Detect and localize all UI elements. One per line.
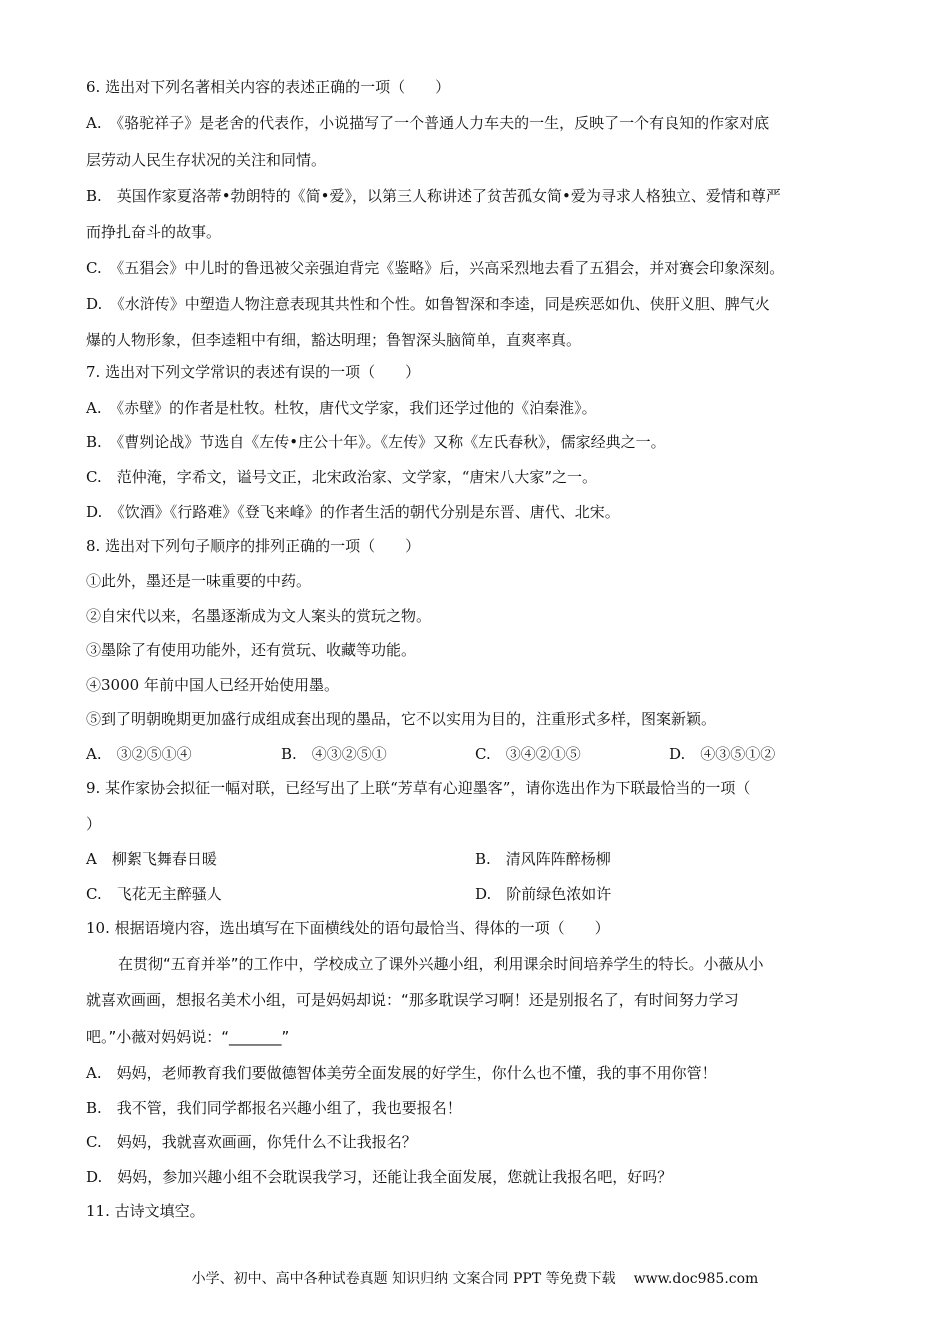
q8-sentence-2: ②自宋代以来，名墨逐渐成为文人案头的赏玩之物。	[86, 607, 432, 625]
q10-option-c: C. 妈妈，我就喜欢画画，你凭什么不让我报名？	[86, 1133, 417, 1151]
q8-option-c: C. ③④②①⑤	[475, 745, 581, 763]
q10-option-d: D. 妈妈，参加兴趣小组不会耽误我学习，还能让我全面发展，您就让我报名吧，好吗？	[86, 1168, 673, 1186]
q7-option-b: B. 《曹刿论战》节选自《左传•庄公十年》。《左传》又称《左氏春秋》，儒家经典之一。	[86, 433, 666, 451]
footer-url-link[interactable]: www.doc985.com	[633, 1271, 759, 1287]
q6-option-b: B. 英国作家夏洛蒂•勃朗特的《简•爱》，以第三人称讲述了贫苦孤女简•爱为寻求人格独立、爱情和尊严	[86, 187, 781, 205]
page-footer	[0, 1268, 950, 1288]
q8-sentence-5: ⑤到了明朝晚期更加盛行成组成套出现的墨品，它不以实用为目的，注重形式多样，图案新颖。	[86, 710, 717, 728]
q11-stem: 11. 古诗文填空。	[86, 1202, 205, 1220]
q8-option-b: B. ④③②⑤①	[281, 745, 387, 763]
q9-stem: 9. 某作家协会拟征一幅对联，已经写出了上联“芳草有心迎墨客”，请你选出作为下联最恰当的一项（	[86, 779, 751, 797]
q8-sentence-3: ③墨除了有使用功能外，还有赏玩、收藏等功能。	[86, 641, 417, 659]
q9-stem-cont: ）	[86, 815, 102, 833]
q10-option-a: A. 妈妈，老师教育我们要做德智体美劳全面发展的好学生，你什么也不懂，我的事不用你管！	[86, 1064, 717, 1082]
q10-passage-line-2: 就喜欢画画，想报名美术小组，可是妈妈却说：“那多耽误学习啊！还是别报名了，有时间努力学习	[86, 991, 739, 1009]
q9-option-b: B. 清风阵阵醉杨柳	[475, 850, 611, 868]
q10-passage-line-3: 吧。”小薇对妈妈说：“_______”	[86, 1028, 290, 1046]
q8-option-a: A. ③②⑤①④	[86, 745, 192, 763]
q6-option-a: A. 《骆驼祥子》是老舍的代表作，小说描写了一个普通人力车夫的一生，反映了一个有良知的作家对底	[86, 114, 770, 132]
q7-option-d: D. 《饮酒》《行路难》《登飞来峰》的作者生活的朝代分别是东晋、唐代、北宋。	[86, 503, 620, 521]
q7-stem: 7. 选出对下列文学常识的表述有误的一项（ ）	[86, 363, 421, 381]
q6-option-d: D. 《水浒传》中塑造人物注意表现其共性和个性。如鲁智深和李逵，同是疾恶如仇、侠肝义胆、脾气火	[86, 295, 770, 313]
q9-option-c: C. 飞花无主醉骚人	[86, 885, 222, 903]
q6-option-b-cont: 而挣扎奋斗的故事。	[86, 223, 222, 241]
q9-option-d: D. 阶前绿色浓如许	[475, 885, 612, 903]
q6-option-a-cont: 层劳动人民生存状况的关注和同情。	[86, 151, 327, 169]
q7-option-a: A. 《赤壁》的作者是杜牧。杜牧，唐代文学家，我们还学过他的《泊秦淮》。	[86, 399, 597, 417]
q8-sentence-1: ①此外，墨还是一味重要的中药。	[86, 572, 312, 590]
q6-option-d-cont: 爆的人物形象，但李逵粗中有细，豁达明理；鲁智深头脑简单，直爽率真。	[86, 331, 582, 349]
q10-stem: 10. 根据语境内容，选出填写在下面横线处的语句最恰当、得体的一项（ ）	[86, 919, 610, 937]
q10-option-b: B. 我不管，我们同学都报名兴趣小组了，我也要报名！	[86, 1099, 462, 1117]
q8-option-d: D. ④③⑤①②	[669, 745, 776, 763]
q7-option-c: C. 范仲淹，字希文，谥号文正，北宋政治家、文学家，“唐宋八大家”之一。	[86, 468, 598, 486]
q8-sentence-4: ④3000 年前中国人已经开始使用墨。	[86, 676, 339, 694]
q8-stem: 8. 选出对下列句子顺序的排列正确的一项（ ）	[86, 537, 421, 555]
q6-stem: 6. 选出对下列名著相关内容的表述正确的一项（ ）	[86, 78, 451, 96]
footer-text: 小学、初中、高中各种试卷真题 知识归纳 文案合同 PPT 等免费下载	[191, 1271, 616, 1287]
q10-passage-line-1: 在贯彻“五育并举”的工作中，学校成立了课外兴趣小组，利用课余时间培养学生的特长。小薇从小	[118, 955, 764, 973]
q6-option-c: C. 《五猖会》中儿时的鲁迅被父亲强迫背完《鉴略》后，兴高采烈地去看了五猖会，并对赛会印象深刻。	[86, 259, 785, 277]
q9-option-a: A 柳絮飞舞春日暖	[86, 850, 217, 868]
